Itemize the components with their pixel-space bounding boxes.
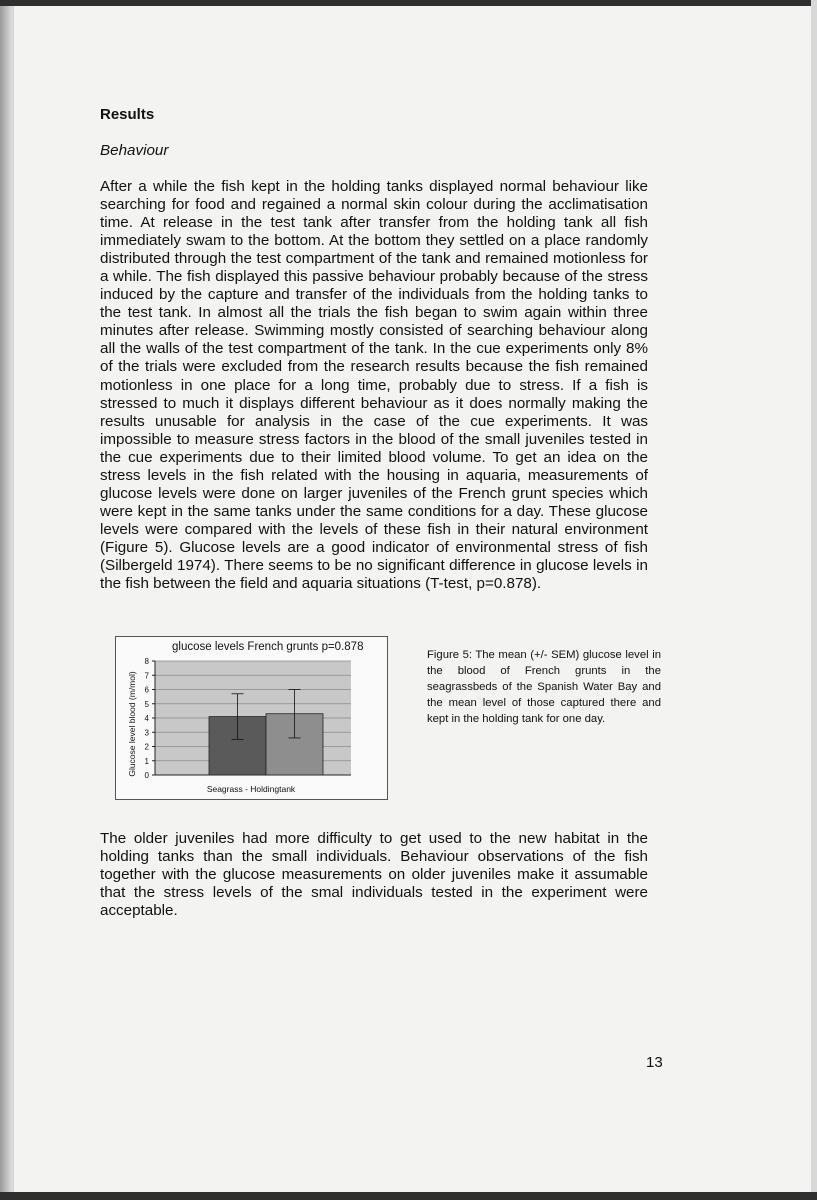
subsection-heading: Behaviour — [100, 142, 169, 159]
paragraph-conclusion: The older juveniles had more difficulty to get used to the new habitat in the holding tanks than the small individuals. Behaviour observations of the fish together with the glucose measurements on older juveniles make it assumable that the stress levels of the smal individuals tested in the experiment were acceptable. — [100, 830, 648, 920]
page-number: 13 — [646, 1054, 663, 1071]
page-shadow — [0, 0, 14, 1200]
glucose-bar-chart — [116, 637, 387, 799]
y-tick-label: 3 — [144, 728, 149, 738]
y-tick-label: 2 — [144, 742, 149, 752]
y-tick-label: 5 — [144, 699, 149, 709]
section-heading: Results — [100, 106, 155, 123]
figure-5-chart — [115, 636, 388, 800]
y-axis-label: Glucose level blood (m/mol) — [127, 671, 137, 777]
x-axis-label: Seagrass - Holdingtank — [206, 784, 296, 794]
scan-border-bottom — [0, 1192, 817, 1200]
y-tick-label: 0 — [144, 771, 149, 780]
y-tick-label: 7 — [144, 671, 149, 681]
paragraph-behaviour: After a while the fish kept in the holding tanks displayed normal behaviour like searching for food and regained a normal skin colour during the acclimatisation time. At release in the test tank after transfer from the holding tank all fish immediately swam to the bottom. At the bottom they settled on a place randomly distributed through the test compartment of the tank and remained motionless for a while. The fish displayed this passive behaviour probably because of the stress induced by the capture and transfer of the individuals from the holding tanks to the test tank. In almost all the trials the fish began to swim again within three minutes after release. Swimming mostly consisted of searching behaviour along all the walls of the test compartment of the tank. In the cue experiments only 8% of the trials were excluded from the research results because the fish remained motionless in one place for a long time, probably due to stress. If a fish is stressed to much it displays different behaviour as it does normally making the results unusable for analysis in the case of the cue experiments. It was impossible to measure stress factors in the blood of the small juveniles tested in the cue experiments due to their limited blood volume. To get an idea on the stress levels in the fish related with the housing in aquaria, measurements of glucose levels were done on larger juveniles of the French grunt species which were kept in the same tanks under the same conditions for a day. These glucose levels were compared with the levels of these fish in their natural environment (Figure 5). Glucose levels are a good indicator of environmental stress of fish (Silbergeld 1974). There seems to be no significant difference in glucose levels in the fish between the field and aquaria situations (T-test, p=0.878). — [100, 178, 648, 593]
scan-border-top — [0, 0, 817, 6]
y-tick-label: 6 — [144, 685, 149, 695]
scan-border-right — [811, 0, 817, 1200]
y-tick-label: 1 — [144, 756, 149, 766]
y-tick-label: 8 — [144, 657, 149, 666]
figure-caption: Figure 5: The mean (+/- SEM) glucose level in the blood of French grunts in the seagrassbeds of the Spanish Water Bay and the mean level of those captured there and kept in the holding tank for one day. — [427, 649, 661, 725]
chart-title: glucose levels French grunts p=0.878 — [172, 641, 364, 653]
y-tick-label: 4 — [144, 714, 149, 723]
